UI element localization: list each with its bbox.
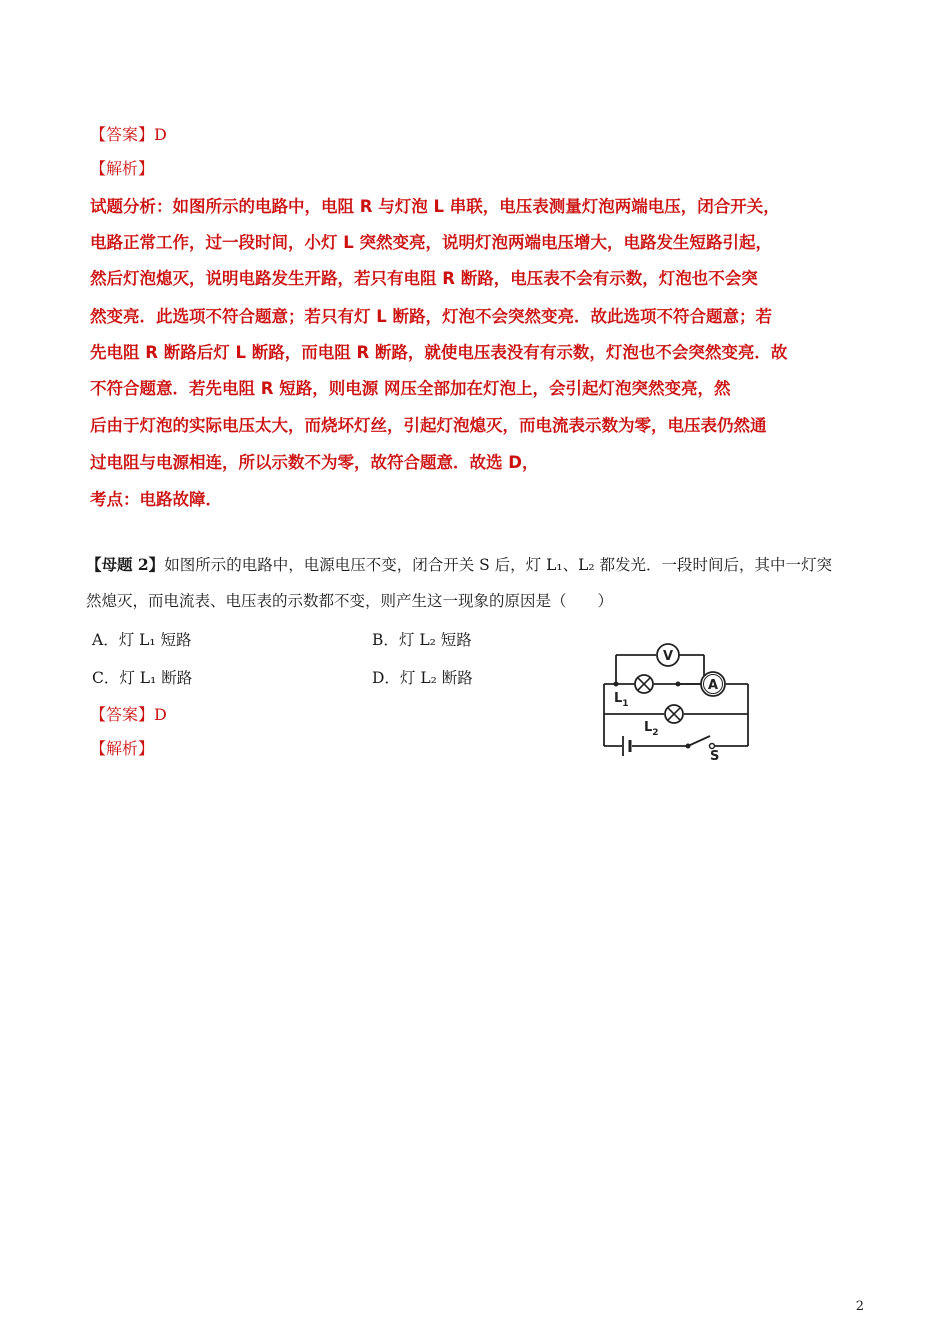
q1-answer-value: D [154, 125, 167, 144]
q1-kaodian: 考点：电路故障． [90, 490, 222, 509]
lamp-l1-label [614, 691, 629, 709]
switch-contact [686, 744, 691, 749]
q2-option-c: C．灯 L₁ 断路 [92, 669, 193, 687]
switch-contact [710, 744, 715, 749]
circuit-diagram [592, 632, 772, 764]
junction-dot [614, 682, 619, 687]
page-number: 2 [855, 1299, 864, 1314]
q2-stem-line1 [86, 554, 832, 576]
q2-answer [90, 704, 167, 726]
lamp-l2-label [644, 720, 659, 738]
q2-analysis-tag: 【解析】 [90, 739, 155, 758]
voltmeter-icon [657, 644, 679, 666]
q1-analysis-line: 不符合题意．若先电阻 R 短路，则电源 网压全部加在灯泡上，会引起灯泡突然变亮，然 [90, 379, 731, 398]
ammeter-label: A [707, 678, 719, 693]
q1-analysis-line: 试题分析：如图所示的电路中，电阻 R 与灯泡 L 串联，电压表测量灯泡两端电压，闭合开关， [90, 197, 780, 216]
q1-analysis-line: 电路正常工作，过一段时间，小灯 L 突然变亮，说明灯泡两端电压增大，电路发生短路引起， [90, 233, 773, 252]
q1-analysis-line: 然变亮．此选项不符合题意；若只有灯 L 断路，灯泡不会突然变亮．故此选项不符合题意；若 [90, 307, 773, 326]
q2-option-d: D．灯 L₂ 断路 [372, 669, 473, 687]
q2-option-b: B．灯 L₂ 短路 [372, 631, 472, 649]
switch-label: S [710, 749, 720, 764]
lamp-l1-subscript: 1 [622, 699, 629, 709]
q2-stem-line2: 然熄灭，而电流表、电压表的示数都不变，则产生这一现象的原因是（ ） [86, 592, 614, 610]
q1-analysis-line: 过电阻与电源相连，所以示数不为零，故符合题意．故选 D， [90, 453, 539, 472]
q1-analysis-tag: 【解析】 [90, 159, 155, 178]
q1-answer-tag: 【答案】 [90, 125, 155, 144]
q2-option-a: A．灯 L₁ 短路 [92, 631, 192, 649]
ammeter-icon [701, 672, 725, 696]
q1-analysis-line: 后由于灯泡的实际电压太大，而烧坏灯丝，引起灯泡熄灭，而电流表示数为零，电压表仍然通 [90, 416, 767, 435]
q1-analysis-line: 先电阻 R 断路后灯 L 断路，而电阻 R 断路，就使电压表没有有示数，灯泡也不会突然变亮．故 [90, 343, 788, 362]
q2-tag: 【母题 2】 [86, 555, 165, 574]
q2-stem-text: 如图所示的电路中，电源电压不变，闭合开关 S 后，灯 L₁、L₂ 都发光．一段时间后，其中一灯突 [164, 556, 833, 574]
voltmeter-label: V [662, 649, 674, 664]
lamp-l2-letter: L [644, 720, 653, 735]
q1-answer [90, 124, 167, 146]
q1-analysis-line: 然后灯泡熄灭，说明电路发生开路，若只有电阻 R 断路，电压表不会有示数，灯泡也不会突 [90, 269, 758, 288]
lamp-l2-subscript: 2 [652, 728, 659, 738]
lamp-l1-letter: L [614, 691, 623, 706]
q2-answer-tag: 【答案】 [90, 705, 155, 724]
q2-answer-value: D [154, 705, 167, 724]
lamp-l2-icon [665, 705, 683, 723]
lamp-l1-icon [635, 675, 653, 693]
junction-dot [676, 682, 681, 687]
